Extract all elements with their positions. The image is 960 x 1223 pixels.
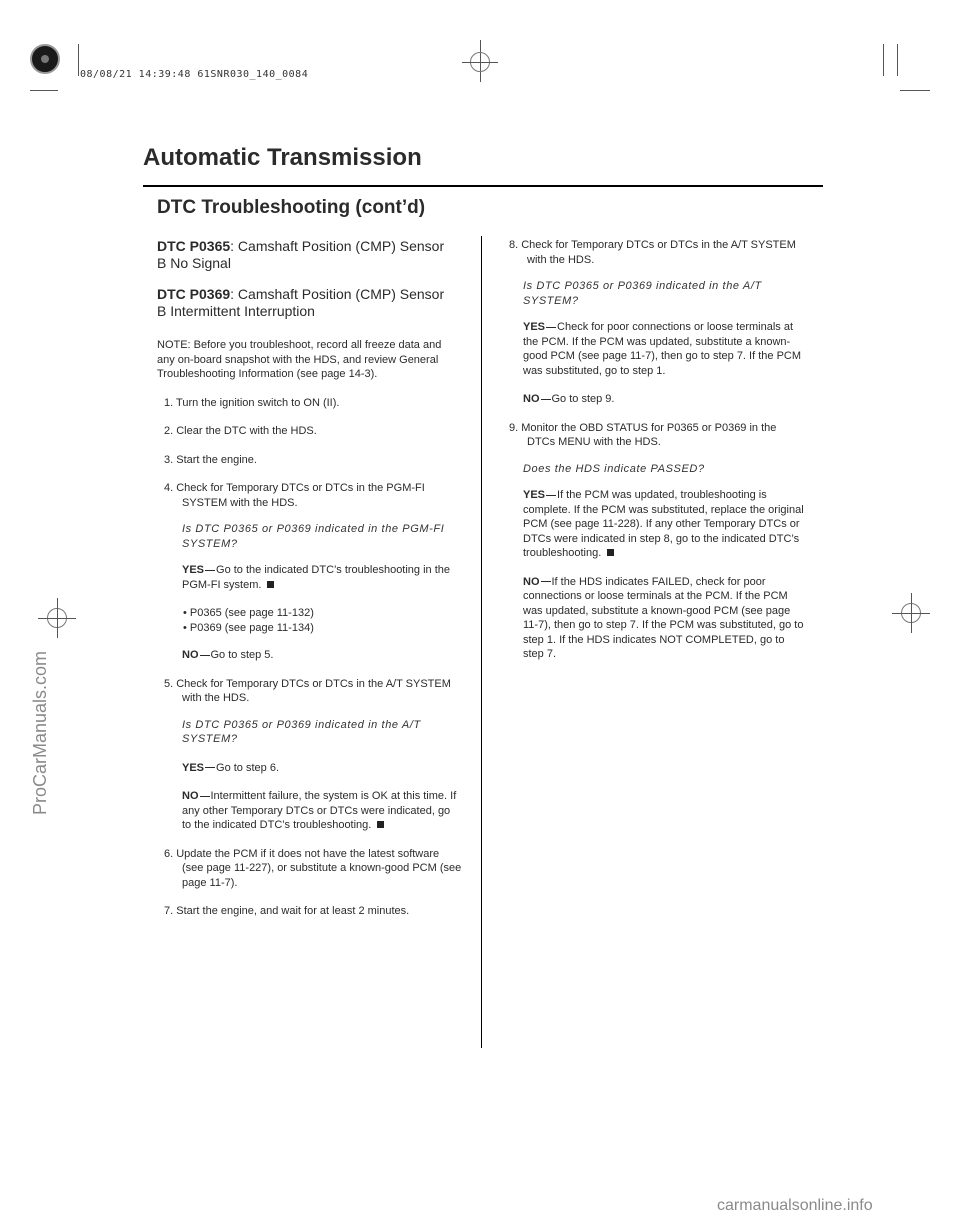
step-4: 4. Check for Temporary DTCs or DTCs in the PGM-FI SYSTEM with the HDS. bbox=[164, 482, 425, 509]
no-label: NO bbox=[523, 393, 540, 405]
column-divider bbox=[481, 236, 482, 1048]
left-column bbox=[157, 238, 462, 919]
question-step-9: Does the HDS indicate PASSED? bbox=[523, 462, 705, 475]
print-stamp: 08/08/21 14:39:48 61SNR030_140_0084 bbox=[80, 69, 309, 80]
question-line: SYSTEM? bbox=[182, 733, 238, 745]
dash bbox=[205, 570, 215, 571]
answer-yes-step-9 bbox=[523, 488, 807, 561]
crop-mark bbox=[57, 598, 58, 638]
crop-mark bbox=[30, 90, 58, 91]
dtc-code: DTC P0369 bbox=[157, 286, 231, 302]
question-line: Is DTC P0365 or P0369 indicated in the A/T bbox=[523, 280, 762, 292]
dash bbox=[541, 581, 551, 582]
step-2: 2. Clear the DTC with the HDS. bbox=[164, 425, 317, 437]
answer-no-step-5 bbox=[182, 789, 462, 833]
end-square-icon bbox=[607, 549, 614, 556]
yes-label: YES bbox=[523, 321, 546, 333]
dtc-code: DTC P0365 bbox=[157, 238, 231, 254]
step-5: 5. Check for Temporary DTCs or DTCs in the A/T SYSTEM with the HDS. bbox=[164, 677, 451, 704]
answer-text: Go to step 5. bbox=[210, 649, 274, 661]
step-6: 6. Update the PCM if it does not have the latest software (see page 11-227), or substitute a known-good PCM (see page 11-7). bbox=[164, 847, 462, 889]
crop-mark bbox=[462, 62, 498, 63]
answer-no-step-4 bbox=[182, 648, 462, 663]
answer-yes-step-4 bbox=[182, 563, 462, 592]
list-item: • P0365 (see page 11-132) bbox=[183, 607, 314, 619]
dtc-description: B No Signal bbox=[157, 255, 231, 271]
side-watermark: ProCarManuals.com bbox=[30, 650, 50, 815]
crop-mark bbox=[78, 44, 79, 76]
dtc-heading-p0365 bbox=[157, 238, 462, 272]
answer-yes-step-8 bbox=[523, 320, 807, 378]
crop-mark bbox=[897, 44, 898, 76]
question-line: Is DTC P0365 or P0369 indicated in the A/T bbox=[182, 718, 421, 731]
yes-label: YES bbox=[182, 564, 205, 576]
no-label: NO bbox=[182, 649, 199, 661]
answer-text: Go to the indicated DTC’s troubleshooting in the PGM-FI system. bbox=[182, 564, 451, 591]
note-text: NOTE: Before you troubleshoot, record all freeze data and any on-board snapshot with the HDS, and review General Troubleshooting Information (see page 14-3). bbox=[157, 339, 442, 380]
question-step-5 bbox=[182, 718, 462, 747]
footer-watermark: carmanualsonline.info bbox=[717, 1197, 873, 1214]
answer-text: Intermittent failure, the system is OK at this time. If any other Temporary DTCs or DTCs were indicated, go to the indicated DTC’s troubleshooting. bbox=[182, 790, 457, 831]
dash bbox=[205, 767, 215, 768]
no-label: NO bbox=[182, 790, 199, 802]
answer-no-step-9 bbox=[523, 575, 807, 662]
dtc-description: : Camshaft Position (CMP) Sensor bbox=[230, 286, 445, 302]
no-label: NO bbox=[523, 575, 540, 588]
question-line: Is DTC P0365 or P0369 indicated in the PGM-FI bbox=[182, 523, 445, 535]
crop-mark bbox=[900, 90, 930, 91]
crop-mark bbox=[911, 593, 912, 633]
crop-mark bbox=[883, 44, 884, 76]
step-7: 7. Start the engine, and wait for at least 2 minutes. bbox=[164, 905, 410, 917]
list-item: • P0369 (see page 11-134) bbox=[183, 621, 314, 634]
dtc-heading-p0369 bbox=[157, 286, 462, 320]
yes-label: YES bbox=[523, 489, 546, 501]
question-line: SYSTEM? bbox=[182, 537, 238, 550]
step-9: 9. Monitor the OBD STATUS for P0365 or P0369 in the DTCs MENU with the HDS. bbox=[509, 421, 777, 448]
yes-label: YES bbox=[182, 761, 205, 774]
title-rule bbox=[143, 185, 823, 187]
right-column bbox=[509, 238, 807, 662]
answer-text: If the HDS indicates FAILED, check for poor connections or loose terminals at the PCM. If the PCM was updated, substitute a known-good PCM (see page 11-7), then go to step 7. If the PCM was substituted, go to step 1. If the HDS indicates NOT COMPLETED, go to step 7. bbox=[523, 575, 804, 660]
step-8: 8. Check for Temporary DTCs or DTCs in the A/T SYSTEM with the HDS. bbox=[509, 239, 796, 266]
registration-target-icon bbox=[30, 44, 60, 74]
end-square-icon bbox=[267, 581, 274, 588]
section-title: DTC Troubleshooting (cont’d) bbox=[157, 197, 426, 218]
page-title: Automatic Transmission bbox=[143, 144, 422, 171]
answer-yes-step-5 bbox=[182, 761, 462, 776]
dtc-description: : Camshaft Position (CMP) Sensor bbox=[230, 238, 445, 254]
answer-no-step-8 bbox=[523, 392, 807, 407]
dash bbox=[546, 495, 556, 496]
dash bbox=[541, 399, 551, 400]
question-line: SYSTEM? bbox=[523, 294, 579, 307]
answer-text: Go to step 9. bbox=[551, 393, 615, 405]
dash bbox=[546, 327, 556, 328]
step-3: 3. Start the engine. bbox=[164, 453, 257, 466]
question-step-4 bbox=[182, 522, 462, 551]
step-1: 1. Turn the ignition switch to ON (II). bbox=[164, 396, 340, 409]
answer-text: Check for poor connections or loose terminals at the PCM. If the PCM was updated, substitute a known-good PCM (see page 11-7), then go to step 7. If the PCM was substituted, go to step 1. bbox=[523, 321, 802, 377]
dash bbox=[200, 655, 210, 656]
end-square-icon bbox=[377, 821, 384, 828]
bullet-list bbox=[183, 606, 462, 635]
dtc-description: B Intermittent Interruption bbox=[157, 303, 315, 319]
dash bbox=[200, 796, 210, 797]
question-step-8 bbox=[523, 279, 807, 308]
answer-text: If the PCM was updated, troubleshooting is complete. If the PCM was substituted, replace the original PCM (see page 11-228). If any other Temporary DTCs or DTCs were indicated in step 8, go to the indicated DTC’s troubleshooting. bbox=[523, 489, 804, 559]
answer-text: Go to step 6. bbox=[216, 761, 279, 774]
